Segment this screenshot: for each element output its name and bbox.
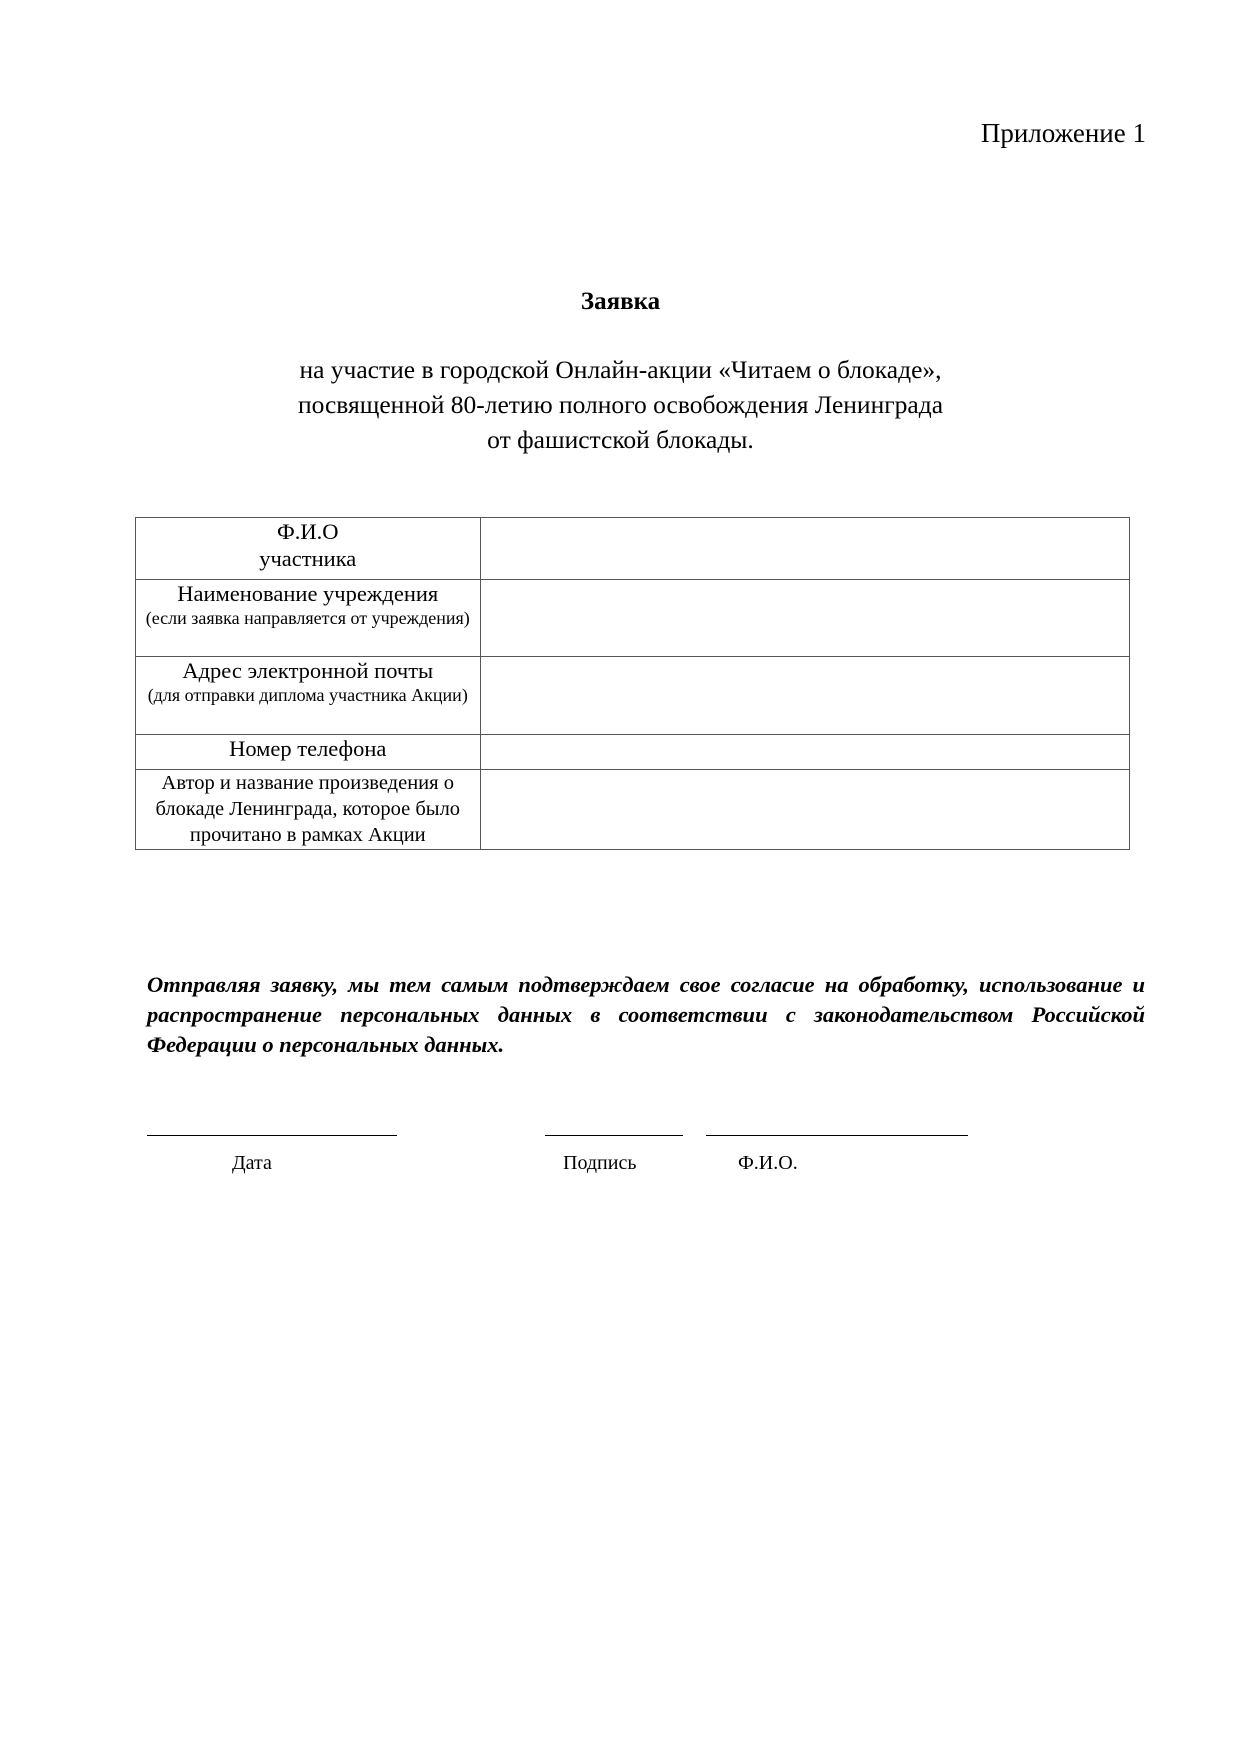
name-signature-line [706,1135,968,1136]
table-row-participant-name [136,518,1130,580]
appendix-label: Приложение 1 [980,118,1146,148]
table-row-email [136,657,1130,735]
row-label-main: Ф.И.О [276,519,339,544]
row-label-main: Автор и название произведения о блокаде Ленинграда, которое было прочитано в рамках Акции [155,772,461,846]
book-field[interactable] [480,770,1129,850]
application-form-table [135,517,1130,850]
date-signature-line [147,1135,397,1136]
name-label: Ф.И.О. [738,1152,798,1174]
row-label [136,770,481,850]
subtitle-line: на участие в городской Онлайн-акции «Читаем о блокаде», [299,355,942,384]
row-label-main: Наименование учреждения [177,581,439,606]
consent-statement: Отправляя заявку, мы тем самым подтверждаем свое согласие на обработку, использование и распространение персональных данных в соответствии с законодательством Российской Федерации о персональных данных. [147,972,1145,1057]
row-label-main: Адрес электронной почты [182,658,434,683]
phone-field[interactable] [480,735,1129,770]
document-title: Заявка [580,288,661,315]
institution-field[interactable] [480,580,1129,657]
signature-line [545,1135,683,1136]
row-label [136,580,481,657]
participant-name-field[interactable] [480,518,1129,580]
subtitle-line: от фашистской блокады. [487,425,754,454]
date-label: Дата [232,1152,272,1174]
row-label [136,735,481,770]
row-label [136,657,481,735]
email-field[interactable] [480,657,1129,735]
row-label-main-2: участника [259,546,357,571]
document-subtitle [0,352,1241,457]
row-label [136,518,481,580]
row-label-note: (для отправки диплома участника Акции) [147,685,468,705]
subtitle-line: посвященной 80-летию полного освобождения Ленинграда [297,390,944,419]
table-row-book [136,770,1130,850]
table-row-phone [136,735,1130,770]
table-row-institution [136,580,1130,657]
row-label-main: Номер телефона [229,736,387,761]
signature-label: Подпись [563,1152,637,1174]
row-label-note: (если заявка направляется от учреждения) [145,608,470,628]
